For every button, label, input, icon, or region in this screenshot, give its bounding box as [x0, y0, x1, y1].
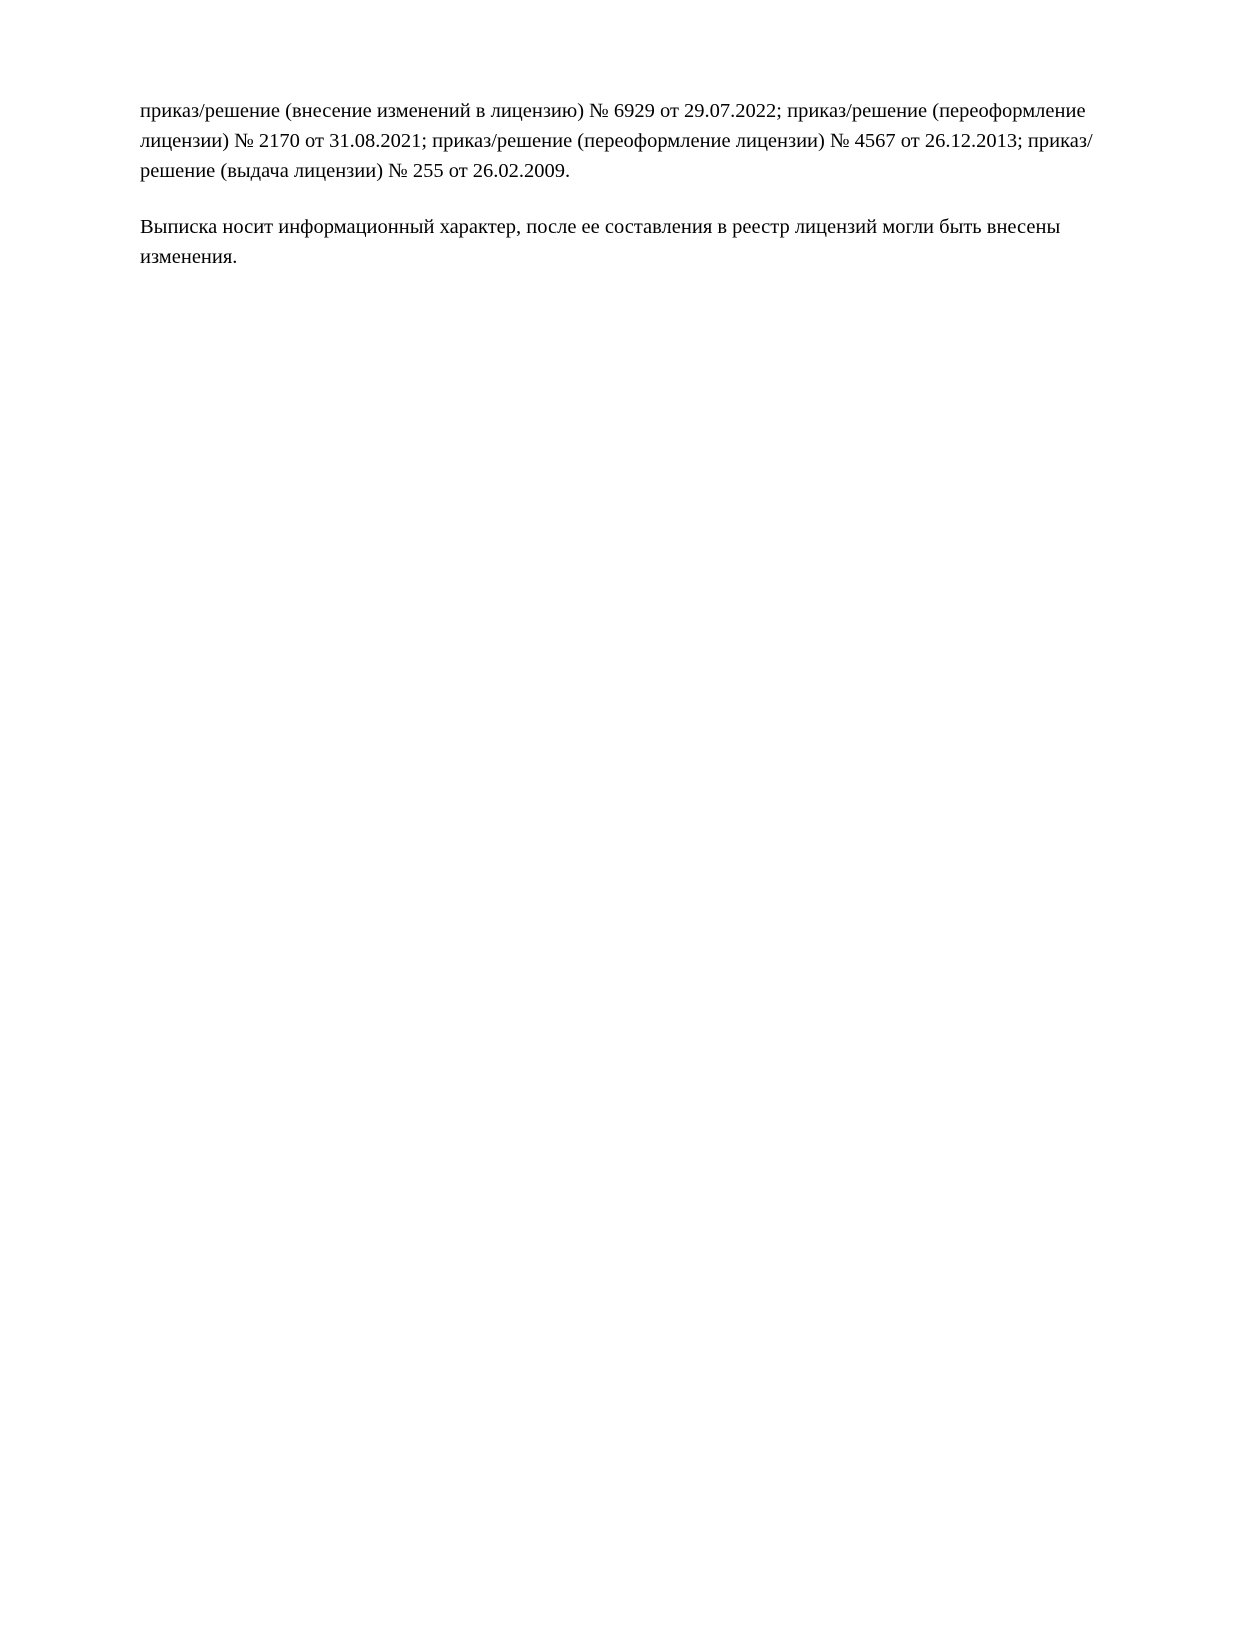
paragraph-disclaimer: Выписка носит информационный характер, после ее составления в реестр лицензий могли быть внесены изменения.: [140, 216, 1061, 268]
document-body: [140, 96, 1108, 272]
paragraph-orders-list: приказ/решение (внесение изменений в лицензию) № 6929 от 29.07.2022; приказ/решение (переоформление лицензии) № 2170 от 31.08.2021; приказ/решение (переоформление лицензии) № 4567 от 26.12.2013; приказ/решение (выдача лицензии) № 255 от 26.02.2009.: [140, 100, 1093, 182]
